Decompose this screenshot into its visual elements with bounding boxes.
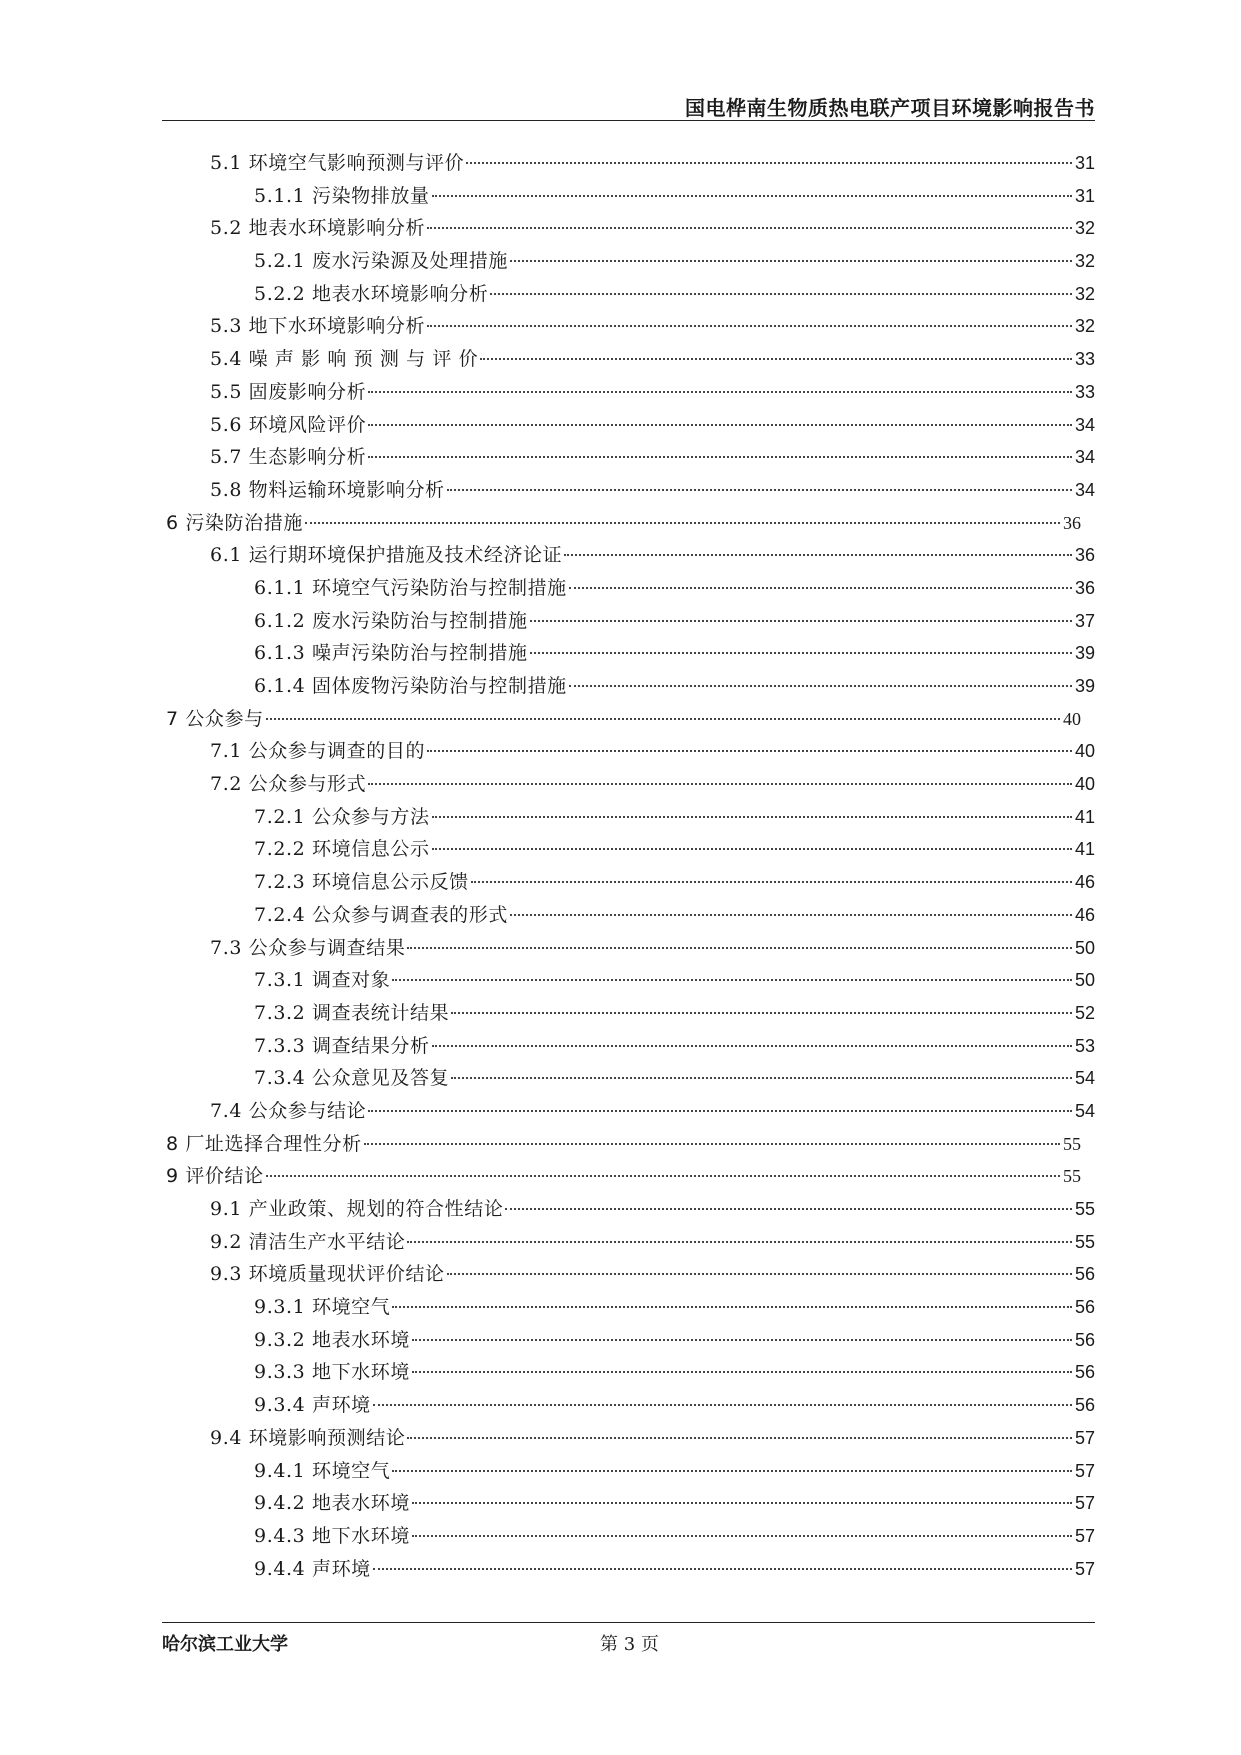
toc-dot-leader	[432, 816, 1072, 818]
toc-entry-page: 52	[1074, 1002, 1095, 1023]
toc-entry[interactable]	[162, 606, 1095, 639]
toc-entry[interactable]	[162, 573, 1095, 606]
toc-dot-leader	[569, 685, 1072, 687]
toc-entry-page: 34	[1074, 479, 1095, 500]
toc-entry-title: 6.1 运行期环境保护措施及技术经济论证	[210, 544, 563, 567]
toc-entry[interactable]	[162, 1554, 1095, 1587]
toc-entry-page: 57	[1074, 1493, 1095, 1514]
toc-entry-title: 7.3 公众参与调查结果	[210, 936, 406, 959]
toc-entry-page: 57	[1074, 1460, 1095, 1481]
toc-entry-page: 54	[1074, 1068, 1095, 1089]
toc-dot-leader	[471, 881, 1072, 883]
toc-entry[interactable]	[162, 1390, 1095, 1423]
toc-dot-leader	[368, 783, 1072, 785]
toc-dot-leader	[266, 718, 1060, 720]
toc-entry[interactable]	[162, 638, 1095, 671]
toc-entry[interactable]	[162, 704, 1095, 737]
toc-entry-page: 32	[1074, 218, 1095, 239]
toc-entry[interactable]	[162, 344, 1095, 377]
footer-institution: 哈尔滨工业大学	[162, 1634, 288, 1655]
toc-dot-leader	[427, 750, 1072, 752]
toc-dot-leader	[368, 456, 1072, 458]
toc-entry[interactable]	[162, 1488, 1095, 1521]
toc-entry[interactable]	[162, 213, 1095, 246]
toc-entry-title: 7.2.4 公众参与调查表的形式	[254, 903, 508, 926]
toc-entry-title: 9.4.2 地表水环境	[254, 1492, 410, 1515]
toc-entry-page: 56	[1074, 1395, 1095, 1416]
toc-entry[interactable]	[162, 736, 1095, 769]
toc-dot-leader	[505, 1208, 1072, 1210]
toc-entry-title: 9.4.1 环境空气	[254, 1459, 391, 1482]
toc-entry[interactable]	[162, 1521, 1095, 1554]
toc-entry-page: 40	[1074, 741, 1095, 762]
toc-entry-title: 7.2.2 环境信息公示	[254, 838, 430, 861]
toc-entry-title: 9.4.4 声环境	[254, 1557, 371, 1580]
toc-entry-page: 32	[1074, 283, 1095, 304]
toc-entry[interactable]	[162, 311, 1095, 344]
toc-entry[interactable]	[162, 671, 1095, 704]
toc-entry-title: 7.3.3 调查结果分析	[254, 1034, 430, 1057]
toc-dot-leader	[392, 1470, 1072, 1472]
toc-dot-leader	[305, 522, 1060, 524]
toc-entry-page: 34	[1074, 414, 1095, 435]
toc-dot-leader	[368, 1110, 1072, 1112]
toc-entry-page: 55	[1074, 1199, 1095, 1219]
toc-entry[interactable]	[162, 508, 1095, 541]
toc-entry[interactable]	[162, 410, 1095, 443]
toc-entry-page: 36	[1074, 545, 1095, 566]
toc-entry[interactable]	[162, 442, 1095, 475]
toc-entry[interactable]	[162, 148, 1095, 181]
toc-entry[interactable]	[162, 834, 1095, 867]
toc-dot-leader	[564, 554, 1072, 556]
toc-entry-title: 5.2 地表水环境影响分析	[210, 217, 426, 240]
toc-dot-leader	[412, 1339, 1072, 1341]
toc-entry-page: 36	[1063, 512, 1081, 533]
toc-dot-leader	[451, 1012, 1072, 1014]
toc-entry-page: 57	[1074, 1525, 1095, 1546]
toc-entry-page: 31	[1074, 153, 1095, 173]
toc-dot-leader	[480, 358, 1072, 360]
toc-entry-title: 7.3.1 调查对象	[254, 969, 391, 992]
toc-entry[interactable]	[162, 1292, 1095, 1325]
toc-dot-leader	[407, 947, 1072, 949]
toc-entry-page: 40	[1063, 708, 1081, 729]
header-divider	[162, 120, 1095, 121]
toc-entry-title: 5.7 生态影响分析	[210, 446, 367, 469]
toc-dot-leader	[368, 424, 1072, 426]
toc-entry-title: 7.3.4 公众意见及答复	[254, 1067, 450, 1090]
toc-entry[interactable]	[162, 998, 1095, 1031]
toc-entry[interactable]	[162, 769, 1095, 802]
toc-entry-page: 50	[1074, 937, 1095, 958]
toc-dot-leader	[412, 1371, 1072, 1373]
toc-dot-leader	[451, 1077, 1072, 1079]
toc-entry-title: 7.4 公众参与结论	[210, 1099, 367, 1122]
toc-entry[interactable]	[162, 279, 1095, 312]
toc-entry[interactable]	[162, 1325, 1095, 1358]
toc-entry-page: 46	[1074, 872, 1095, 893]
toc-entry-page: 36	[1074, 577, 1095, 598]
toc-entry[interactable]	[162, 1357, 1095, 1390]
toc-dot-leader	[447, 489, 1072, 491]
toc-entry-title: 8 厂址选择合理性分析	[166, 1132, 362, 1155]
toc-entry-title: 9.1 产业政策、规划的符合性结论	[210, 1198, 504, 1220]
toc-dot-leader	[266, 1175, 1060, 1177]
toc-dot-leader	[432, 195, 1072, 197]
toc-dot-leader	[432, 1045, 1072, 1047]
toc-entry[interactable]	[162, 246, 1095, 279]
toc-entry[interactable]	[162, 900, 1095, 933]
toc-dot-leader	[447, 1273, 1072, 1275]
toc-entry-page: 57	[1074, 1558, 1095, 1579]
toc-dot-leader	[407, 1241, 1072, 1243]
toc-dot-leader	[510, 914, 1072, 916]
toc-entry[interactable]	[162, 933, 1095, 966]
toc-entry[interactable]	[162, 1161, 1095, 1194]
toc-entry-title: 5.4 噪 声 影 响 预 测 与 评 价	[210, 348, 479, 371]
toc-entry-title: 5.8 物料运输环境影响分析	[210, 478, 445, 501]
toc-entry-title: 9.3 环境质量现状评价结论	[210, 1263, 445, 1286]
toc-entry-title: 9.3.1 环境空气	[254, 1296, 391, 1319]
toc-entry-title: 9.3.3 地下水环境	[254, 1361, 410, 1384]
toc-entry[interactable]	[162, 1129, 1095, 1162]
toc-entry-title: 5.3 地下水环境影响分析	[210, 315, 426, 338]
toc-entry-title: 5.6 环境风险评价	[210, 413, 367, 436]
toc-entry-page: 57	[1074, 1427, 1095, 1448]
toc-dot-leader	[368, 391, 1072, 393]
toc-entry-page: 50	[1074, 970, 1095, 991]
toc-entry-title: 6 污染防治措施	[166, 511, 303, 534]
toc-entry[interactable]	[162, 867, 1095, 900]
header-title: 国电桦南生物质热电联产项目环境影响报告书	[685, 96, 1095, 120]
toc-entry-title: 6.1.3 噪声污染防治与控制措施	[254, 642, 528, 665]
toc-dot-leader	[373, 1404, 1072, 1406]
toc-dot-leader	[364, 1143, 1060, 1145]
toc-entry-page: 33	[1074, 381, 1095, 402]
toc-entry[interactable]	[162, 1194, 1095, 1227]
toc-entry-title: 7.2.3 环境信息公示反馈	[254, 871, 469, 894]
toc-dot-leader	[412, 1502, 1072, 1504]
toc-entry[interactable]	[162, 1031, 1095, 1064]
toc-entry-title: 6.1.1 环境空气污染防治与控制措施	[254, 576, 567, 599]
toc-entry-title: 5.5 固废影响分析	[210, 380, 367, 403]
toc-entry-title: 9 评价结论	[166, 1165, 264, 1188]
toc-entry-page: 33	[1074, 349, 1095, 370]
toc-dot-leader	[412, 1535, 1072, 1537]
toc-entry[interactable]	[162, 1063, 1095, 1096]
toc-entry[interactable]	[162, 802, 1095, 835]
toc-dot-leader	[427, 227, 1072, 229]
toc-entry-page: 39	[1074, 643, 1095, 664]
toc-entry[interactable]	[162, 1456, 1095, 1489]
toc-entry-page: 39	[1074, 676, 1095, 696]
toc-entry-title: 5.1.1 污染物排放量	[254, 184, 430, 207]
toc-entry-title: 5.1 环境空气影响预测与评价	[210, 152, 465, 174]
toc-entry-page: 32	[1074, 316, 1095, 337]
toc-entry-page: 34	[1074, 447, 1095, 468]
toc-entry[interactable]	[162, 965, 1095, 998]
toc-entry-title: 7.2 公众参与形式	[210, 773, 367, 796]
toc-entry-page: 55	[1074, 1231, 1095, 1252]
toc-entry[interactable]	[162, 1259, 1095, 1292]
toc-dot-leader	[490, 293, 1072, 295]
toc-entry[interactable]	[162, 181, 1095, 214]
toc-entry-page: 41	[1074, 839, 1095, 860]
table-of-contents	[162, 148, 1095, 1586]
toc-entry-title: 5.2.2 地表水环境影响分析	[254, 282, 489, 305]
toc-entry-title: 7.1 公众参与调查的目的	[210, 740, 426, 763]
toc-dot-leader	[530, 620, 1072, 622]
toc-dot-leader	[392, 979, 1072, 981]
toc-entry[interactable]	[162, 1423, 1095, 1456]
toc-entry-page: 55	[1063, 1133, 1081, 1154]
toc-entry-title: 9.4 环境影响预测结论	[210, 1426, 406, 1449]
toc-dot-leader	[392, 1306, 1072, 1308]
toc-entry-page: 54	[1074, 1100, 1095, 1121]
toc-entry[interactable]	[162, 540, 1095, 573]
toc-entry-title: 7 公众参与	[166, 707, 264, 730]
toc-entry-title: 9.3.4 声环境	[254, 1394, 371, 1417]
toc-entry-page: 37	[1074, 610, 1095, 631]
toc-entry[interactable]	[162, 475, 1095, 508]
toc-entry-page: 46	[1074, 904, 1095, 925]
toc-entry-title: 9.3.2 地表水环境	[254, 1328, 410, 1351]
toc-entry-page: 40	[1074, 774, 1095, 795]
toc-entry-title: 5.2.1 废水污染源及处理措施	[254, 250, 508, 273]
toc-dot-leader	[510, 260, 1072, 262]
toc-entry-page: 56	[1074, 1264, 1095, 1285]
toc-entry-page: 56	[1074, 1362, 1095, 1383]
toc-entry-title: 9.2 清洁生产水平结论	[210, 1230, 406, 1253]
toc-entry[interactable]	[162, 377, 1095, 410]
toc-dot-leader	[466, 162, 1072, 164]
footer-page-number: 第 3 页	[600, 1634, 659, 1655]
toc-entry[interactable]	[162, 1096, 1095, 1129]
toc-entry-page: 32	[1074, 251, 1095, 272]
toc-entry-title: 9.4.3 地下水环境	[254, 1524, 410, 1547]
toc-entry-page: 55	[1063, 1166, 1081, 1187]
toc-entry-page: 41	[1074, 806, 1095, 827]
toc-entry-page: 53	[1074, 1035, 1095, 1056]
toc-dot-leader	[530, 652, 1072, 654]
toc-dot-leader	[569, 587, 1072, 589]
toc-dot-leader	[407, 1437, 1072, 1439]
toc-dot-leader	[427, 325, 1072, 327]
toc-entry-page: 56	[1074, 1297, 1095, 1318]
toc-entry[interactable]	[162, 1227, 1095, 1260]
toc-entry-page: 56	[1074, 1329, 1095, 1350]
toc-entry-title: 6.1.4 固体废物污染防治与控制措施	[254, 675, 567, 697]
toc-dot-leader	[373, 1568, 1072, 1570]
footer-divider	[162, 1622, 1095, 1623]
toc-entry-title: 7.3.2 调查表统计结果	[254, 1001, 450, 1024]
toc-dot-leader	[432, 848, 1072, 850]
toc-entry-title: 6.1.2 废水污染防治与控制措施	[254, 609, 528, 632]
toc-entry-title: 7.2.1 公众参与方法	[254, 805, 430, 828]
toc-entry-page: 31	[1074, 185, 1095, 206]
